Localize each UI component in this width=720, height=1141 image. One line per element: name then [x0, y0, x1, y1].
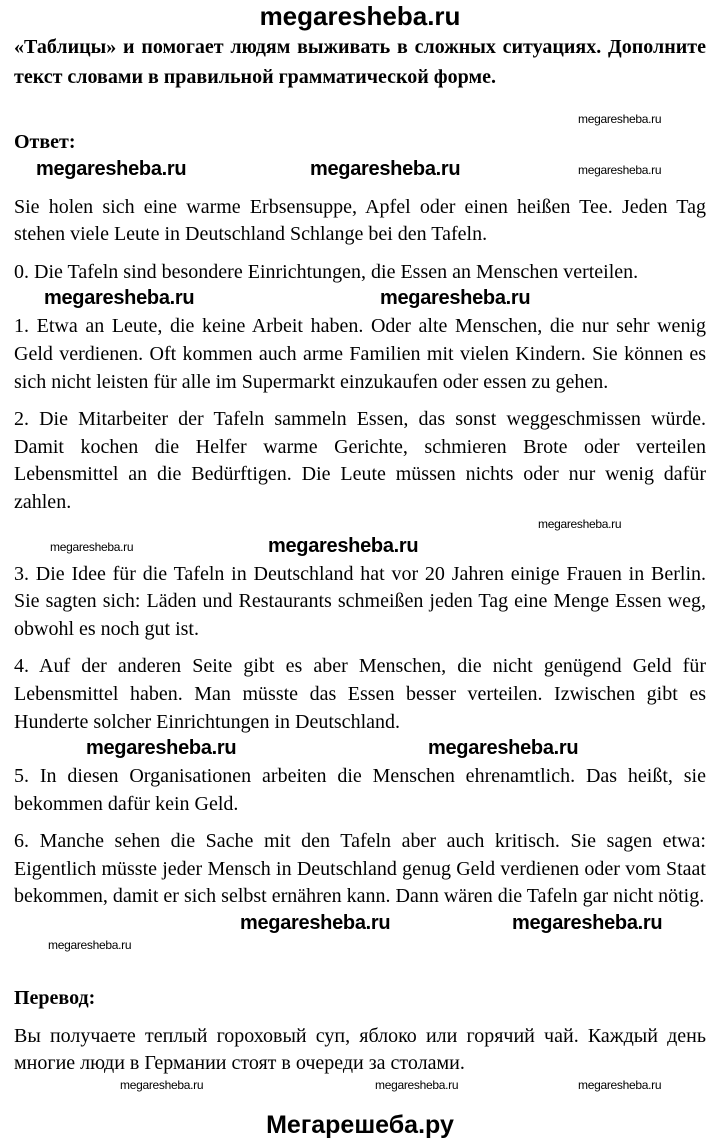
watermark-row	[14, 911, 706, 938]
watermark-row	[14, 157, 706, 184]
watermark: megaresheba.ru	[120, 1077, 204, 1092]
watermark-row	[14, 286, 706, 313]
watermark: megaresheba.ru	[44, 287, 195, 310]
watermark: megaresheba.ru	[48, 938, 132, 953]
paragraph-2: 2. Die Mitarbeiter der Tafeln sammeln Essen, das sonst weggeschmissen würde. Damit kochen die Helfer warme Gerichte, schmieren Brote oder verteilen Lebensmittel an die Bedürftigen. Die Leute müssen nichts oder nur wenig dafür zahlen.	[14, 408, 706, 513]
site-header: megaresheba.ru	[259, 1, 461, 31]
paragraph-0: 0. Die Tafeln sind besondere Einrichtungen, die Essen an Menschen verteilen.	[14, 260, 639, 283]
watermark: megaresheba.ru	[578, 112, 662, 126]
translation-text: Вы получаете теплый гороховый суп, яблоко или горячий чай. Каждый день многие люди в Германии стоят в очереди за столами.	[14, 1024, 706, 1075]
watermark: megaresheba.ru	[50, 539, 134, 554]
paragraph-1: 1. Etwa an Leute, die keine Arbeit haben. Oder alte Menschen, die nur sehr wenig Geld verdienen. Oft kommen auch arme Familien mit vielen Kindern. Sie können es sich nicht leisten für alle im Supermarkt einzukaufen oder essen zu gehen.	[14, 315, 706, 393]
watermark: megaresheba.ru	[578, 1077, 662, 1092]
paragraph-3: 3. Die Idee für die Tafeln in Deutschland hat vor 20 Jahren einige Frauen in Berlin. Sie sagten sich: Läden und Restaurants schmeißen jeden Tag eine Menge Essen weg, obwohl es noch gut ist.	[14, 562, 706, 640]
watermark-row	[14, 938, 706, 955]
watermark: megaresheba.ru	[578, 162, 662, 177]
watermark-row	[14, 517, 706, 534]
watermark-row	[14, 1078, 706, 1095]
watermark: megaresheba.ru	[310, 157, 461, 180]
answer-label: Ответ:	[14, 131, 76, 153]
paragraph-6: 6. Manche sehen die Sache mit den Tafeln aber auch kritisch. Sie sagen etwa: Eigentlich müsste jeder Mensch in Deutschland genug Geld verdienen oder vom Staat bekommen, damit er sich selbst ernähren kann. Dann wären die Tafeln gar nicht nötig.	[14, 830, 706, 908]
watermark: megaresheba.ru	[538, 516, 622, 531]
watermark: megaresheba.ru	[86, 737, 237, 760]
paragraph-5: 5. In diesen Organisationen arbeiten die Menschen ehrenamtlich. Das heißt, sie bekommen dafür kein Geld.	[14, 765, 706, 815]
watermark: megaresheba.ru	[268, 534, 419, 557]
watermark: megaresheba.ru	[512, 912, 663, 935]
site-footer: Мегарешеба.ру	[266, 1110, 454, 1139]
translation-label: Перевод:	[14, 987, 96, 1010]
watermark-row	[14, 736, 706, 763]
watermark: megaresheba.ru	[240, 912, 391, 935]
task-text: «Таблицы» и помогает людям выживать в сложных ситуациях. Дополните текст словами в правильной грамматической форме.	[14, 36, 706, 88]
watermark: megaresheba.ru	[428, 737, 579, 760]
watermark: megaresheba.ru	[380, 287, 531, 310]
watermark-row	[14, 112, 706, 129]
watermark: megaresheba.ru	[375, 1077, 459, 1092]
paragraph-4: 4. Auf der anderen Seite gibt es aber Menschen, die nicht genügend Geld für Lebensmittel haben. Man müsste das Essen besser verteilen. Izwischen gibt es Hunderte solcher Einrichtungen in Deutschland.	[14, 655, 706, 733]
paragraph-intro: Sie holen sich eine warme Erbsensuppe, Apfel oder einen heißen Tee. Jeden Tag stehen viele Leute in Deutschland Schlange bei den Tafeln.	[14, 195, 706, 246]
watermark-row	[14, 534, 706, 561]
watermark: megaresheba.ru	[36, 157, 187, 180]
